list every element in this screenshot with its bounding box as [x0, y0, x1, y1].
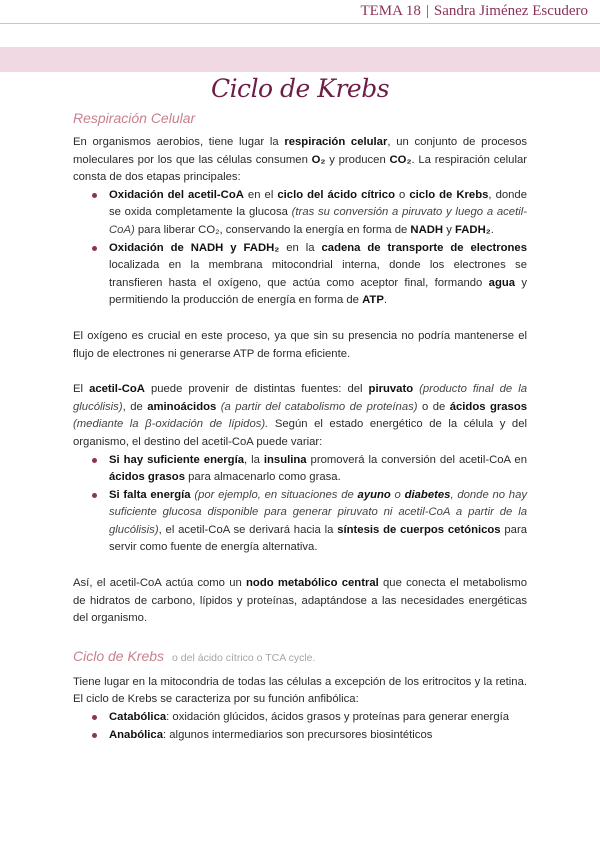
- text: : algunos intermediarios son precursores biosintéticos: [163, 728, 433, 741]
- paragraph-intro: [73, 134, 527, 187]
- section-heading-text: Respiración Celular: [73, 110, 196, 126]
- list-funcion-anfibolica: [73, 709, 527, 744]
- text: , la: [244, 453, 264, 466]
- text: y permitiendo la producción de energía en forma de: [109, 276, 527, 307]
- italic-note: (mediante la β-oxidación de lípidos).: [73, 418, 269, 431]
- section-subheading: o del ácido cítrico o TCA cycle.: [172, 651, 316, 664]
- text: y: [443, 223, 455, 236]
- bold-term: piruvato: [368, 383, 414, 396]
- text: para almacenarlo como grasa.: [184, 471, 341, 484]
- bold-term: ciclo de Krebs: [409, 188, 489, 201]
- text: y producen: [325, 153, 390, 166]
- bold-term: FADH₂: [455, 223, 491, 236]
- bold-term: Oxidación del acetil-CoA: [109, 188, 244, 201]
- text: para liberar CO₂, conservando la energía en forma de: [134, 223, 411, 236]
- bold-term: Oxidación de NADH y FADH₂: [109, 241, 280, 254]
- text: o: [394, 188, 410, 201]
- text: .: [383, 294, 387, 307]
- text: , de: [122, 400, 148, 413]
- header-author: Sandra Jiménez Escudero: [433, 3, 588, 19]
- section-heading-respiracion: [73, 108, 527, 128]
- italic-note: (producto final de la glucólisis): [73, 383, 527, 413]
- header-separator: |: [425, 3, 429, 19]
- document-body: [73, 108, 527, 762]
- text: , un conjunto de procesos moleculares por los que las células consumen: [73, 136, 527, 166]
- text: para servir como fuente de energía alternativa.: [109, 523, 527, 554]
- text: en el: [243, 188, 278, 201]
- bold-term: NADH: [410, 223, 444, 236]
- text: En organismos aerobios, tiene lugar la: [73, 136, 285, 148]
- bold-term: cadena de transporte de electrones: [321, 241, 527, 254]
- list-destino: [73, 452, 527, 558]
- italic-note: o: [390, 488, 405, 501]
- bold-term: insulina: [263, 453, 307, 466]
- section-heading-ciclo-krebs: [73, 646, 527, 668]
- bold-term: nodo metabólico central: [246, 577, 379, 590]
- bold-term: Anabólica: [109, 728, 163, 741]
- paragraph-acetyl: [73, 381, 527, 451]
- italic-note: , donde no hay suficiente glucosa disponible para generar piruvato ni acetil-CoA a partir de la glucólisis): [109, 488, 528, 536]
- header-text: [360, 3, 588, 20]
- bold-term: ácidos grasos: [109, 471, 185, 484]
- bold-term: ciclo del ácido cítrico: [277, 188, 395, 201]
- italic-note: (tras su conversión a piruvato y luego a acetil-CoA): [109, 206, 527, 236]
- bold-term: acetil-CoA: [89, 383, 145, 396]
- bold-term: Si falta energía: [109, 488, 191, 501]
- bold-term: aminoácidos: [147, 400, 217, 413]
- bold-term: ATP: [362, 294, 384, 307]
- paragraph-krebs-intro: Tiene lugar en la mitocondria de todas las células a excepción de los eritrocitos y la retina. El ciclo de Krebs se caracteriza por su función anfibólica:: [73, 675, 527, 706]
- bold-term: respiración celular: [284, 136, 388, 148]
- paragraph-oxygen: El oxígeno es crucial en este proceso, ya que sin su presencia no podría mantenerse el flujo de electrones ni generarse ATP de forma eficiente.: [73, 329, 527, 360]
- bold-term: O₂: [311, 153, 326, 166]
- bold-term: Catabólica: [109, 711, 167, 724]
- text: . La respiración celular consta de dos etapas principales:: [73, 153, 528, 184]
- text: puede provenir de distintas fuentes: del: [144, 383, 369, 396]
- bold-term: ácidos grasos: [449, 400, 527, 413]
- text: .: [490, 223, 494, 236]
- bold-term: Si hay suficiente energía: [109, 453, 244, 466]
- page-title: Ciclo de Krebs: [210, 74, 390, 103]
- bold-term: agua: [488, 276, 516, 289]
- section-heading-text: Ciclo de Krebs: [73, 647, 165, 664]
- bold-term: CO₂: [389, 153, 412, 166]
- list-item: [109, 452, 527, 487]
- text: en la: [279, 241, 322, 254]
- text: que conecta el metabolismo de hidratos de carbono, lípidos y proteínas, adaptándose a las necesidades energéticas del organismo.: [73, 577, 527, 625]
- list-item: [109, 727, 527, 745]
- header-topic: TEMA 18: [360, 3, 421, 19]
- list-item: [109, 240, 527, 310]
- header-decorative-band: [0, 47, 600, 72]
- italic-note: (a partir del catabolismo de proteínas): [220, 400, 418, 413]
- paragraph-summary: [73, 575, 527, 628]
- list-item: [109, 487, 527, 557]
- header-bar: [0, 0, 600, 24]
- bold-italic-term: ayuno: [357, 488, 391, 501]
- text: Así, el acetil-CoA actúa como un: [73, 577, 247, 590]
- list-etapas: [73, 187, 527, 310]
- list-item: [109, 709, 527, 727]
- text: promoverá la conversión del acetil-CoA en: [306, 453, 527, 466]
- list-item: [109, 187, 527, 240]
- text: El: [73, 383, 90, 396]
- bold-term: síntesis de cuerpos cetónicos: [337, 523, 501, 536]
- bold-italic-term: diabetes: [404, 488, 451, 501]
- text: localizada en la membrana mitocondrial interna, donde los electrones se transfieren hasta el oxígeno, que actúa como aceptor final, formando: [109, 259, 527, 289]
- text: , donde se oxida completamente la glucosa: [109, 188, 527, 219]
- italic-note: (por ejemplo, en situaciones de: [194, 488, 358, 501]
- text: , el acetil-CoA se derivará hacia la: [158, 523, 338, 536]
- text: o de: [417, 400, 450, 413]
- text: : oxidación glúcidos, ácidos grasos y proteínas para generar energía: [166, 711, 510, 724]
- text: Según el estado energético de la célula y del organismo, el destino del acetil-CoA puede variar:: [73, 418, 528, 448]
